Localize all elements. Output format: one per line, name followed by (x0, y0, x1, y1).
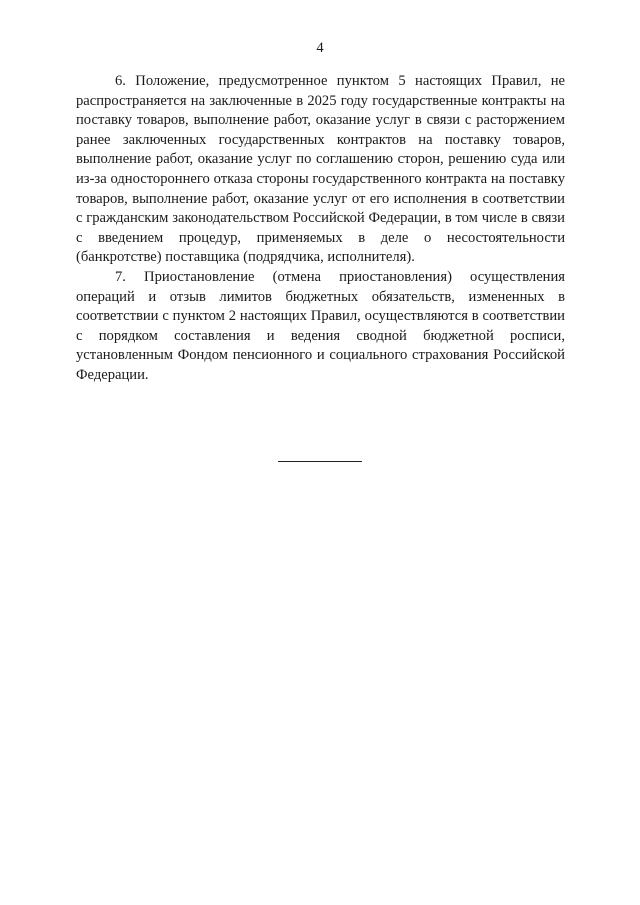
document-body (76, 72, 565, 386)
paragraph-6: 6. Положение, предусмотренное пунктом 5 настоящих Правил, не распространяется на заключенные в 2025 году государственные контракты на поставку товаров, выполнение работ, оказание услуг в связи с расторжением ранее заключенных государственных контрактов на поставку товаров, выполнение работ, оказание услуг по соглашению сторон, решению суда или из-за одностороннего отказа стороны государственного контракта на поставку товаров, выполнение работ, оказание услуг от его исполнения в соответствии с гражданским законодательством Российской Федерации, в том числе в связи с введением процедур, применяемых в деле о несостоятельности (банкротстве) поставщика (подрядчика, исполнителя). (76, 73, 565, 266)
paragraph-7: 7. Приостановление (отмена приостановления) осуществления операций и отзыв лимитов бюджетных обязательств, измененных в соответствии с пунктом 2 настоящих Правил, осуществляются в соответствии с порядком составления и ведения сводной бюджетной росписи, установленным Фондом пенсионного и социального страхования Российской Федерации. (76, 268, 565, 383)
closing-separator-line (278, 461, 362, 462)
page-number: 4 (316, 40, 324, 56)
